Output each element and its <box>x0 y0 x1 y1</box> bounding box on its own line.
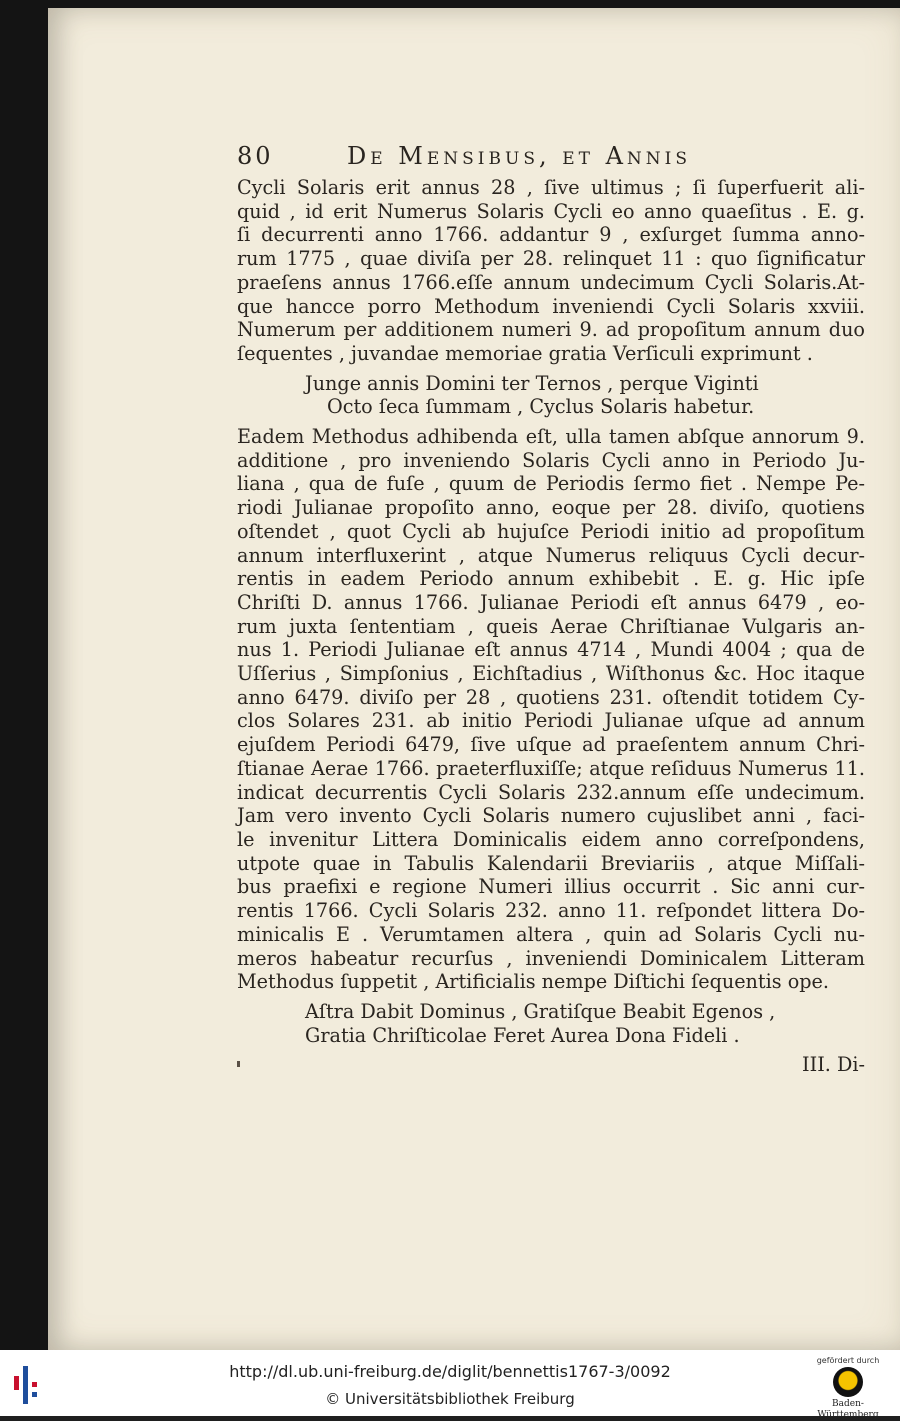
verse-line: Junge annis Domini ter Ternos , perque Viginti <box>305 371 759 395</box>
text-line: additione , pro inveniendo Solaris Cycli anno in Periodo Ju- <box>237 448 865 472</box>
sponsor-label: gefördert durch <box>816 1356 880 1365</box>
text-line: annum interfluxerint , atque Numerus reliquus Cycli decur- <box>237 543 865 567</box>
text-line: ejuſdem Periodi 6479, ſive uſque ad praeſentem annum Chri- <box>237 733 865 757</box>
running-head-title: De Mensibus, et Annis <box>347 142 692 170</box>
sponsor-name: Baden-Württemberg <box>817 1399 879 1420</box>
sponsor-block <box>802 1356 894 1420</box>
verse-line: Gratia Chriſticolae Feret Aurea Dona Fideli . <box>305 1023 740 1047</box>
text-line: anno 6479. diviſo per 28 , quotiens 231. oſtendit totidem Cy- <box>237 685 865 709</box>
catchword-text: III. Di- <box>802 1053 865 1077</box>
text-line: rum juxta ſententiam , queis Aerae Chriſtianae Vulgaris an- <box>237 614 865 638</box>
text-line: rum 1775 , quae diviſa per 28. relinquet 11 : quo ſignificatur <box>237 247 865 271</box>
text-line: Eadem Methodus adhibenda eſt, ulla tamen abſque annorum 9. <box>237 425 865 449</box>
text-line: bus praefixi e regione Numeri illius occurrit . Sic anni cur- <box>237 875 865 899</box>
text-line: Uſſerius , Simpſonius , Eichſtadius , Wiſthonus &c. Hoc itaque <box>237 662 865 686</box>
text-line: ſi decurrenti anno 1766. addantur 9 , exſurget ſumma anno- <box>237 223 865 247</box>
text-line: oſtendet , quot Cycli ab hujuſce Periodi initio ad propoſitum <box>237 519 865 543</box>
text-line: clos Solares 231. ab initio Periodi Julianae uſque ad annum <box>237 709 865 733</box>
text-line: praeſens annus 1766.eſſe annum undecimum Cycli Solaris.At- <box>237 270 865 294</box>
page-number: 80 <box>237 142 274 170</box>
text-line: nus 1. Periodi Julianae eſt annus 4714 , Mundi 4004 ; qua de <box>237 638 865 662</box>
verse-2 <box>237 1000 865 1047</box>
ink-mark <box>237 1061 240 1067</box>
footer-bar <box>0 1350 900 1420</box>
text-line: quid , id erit Numerus Solaris Cycli eo anno quaeſitus . E. g. <box>237 199 865 223</box>
text-line: Cycli Solaris erit annus 28 , ſive ultimus ; ſi ſuperfuerit ali- <box>237 176 865 199</box>
baden-wuerttemberg-seal-icon <box>833 1367 863 1397</box>
page-content <box>237 142 865 1077</box>
running-head <box>237 142 865 176</box>
verse-line: Aſtra Dabit Dominus , Gratiſque Beabit Egenos , <box>305 999 776 1023</box>
text-line: que hancce porro Methodum inveniendi Cycli Solaris xxviii. <box>237 294 865 318</box>
text-line: liana , qua de fuſe , quum de Periodis ſermo fiet . Nempe Pe- <box>237 472 865 496</box>
verse-1 <box>237 372 865 419</box>
verse-line: Octo ſeca ſummam , Cyclus Solaris habetur. <box>327 395 755 419</box>
copyright-notice: © Universitätsbibliothek Freiburg <box>325 1390 575 1408</box>
text-line: ſtianae Aerae 1766. praeterfluxiſſe; atque reſiduus Numerus 11. <box>237 756 865 780</box>
text-line: Chriſti D. annus 1766. Julianae Periodi eſt annus 6479 , eo- <box>237 590 865 614</box>
text-line: ſequentes , juvandae memoriae gratia Verſiculi exprimunt . <box>237 341 813 365</box>
permalink-url[interactable]: http://dl.ub.uni-freiburg.de/diglit/bennettis1767-3/0092 <box>229 1362 671 1381</box>
text-line: meros habeatur recurſus , inveniendi Dominicalem Litteram <box>237 946 865 970</box>
text-line: Jam vero invento Cycli Solaris numero cujuslibet anni , faci- <box>237 804 865 828</box>
text-line: rentis in eadem Periodo annum exhibebit . E. g. Hic ipſe <box>237 567 865 591</box>
text-line: indicat decurrentis Cycli Solaris 232.annum eſſe undecimum. <box>237 780 865 804</box>
paragraph-2 <box>237 425 865 994</box>
text-line: le invenitur Littera Dominicalis eidem anno correſpondens, <box>237 827 865 851</box>
text-line: riodi Julianae propoſito anno, eoque per 28. diviſo, quotiens <box>237 496 865 520</box>
text-line: Methodus ſuppetit , Artificialis nempe Diſtichi ſequentis ope. <box>237 970 830 994</box>
paragraph-1 <box>237 176 865 366</box>
text-line: utpote quae in Tabulis Kalendarii Breviariis , atque Miſſali- <box>237 851 865 875</box>
catchword <box>237 1053 865 1077</box>
text-line: minicalis E . Verumtamen altera , quin ad Solaris Cycli nu- <box>237 922 865 946</box>
text-line: Numerum per additionem numeri 9. ad propoſitum annum duo <box>237 318 865 342</box>
text-line: rentis 1766. Cycli Solaris 232. anno 11. reſpondet littera Do- <box>237 899 865 923</box>
